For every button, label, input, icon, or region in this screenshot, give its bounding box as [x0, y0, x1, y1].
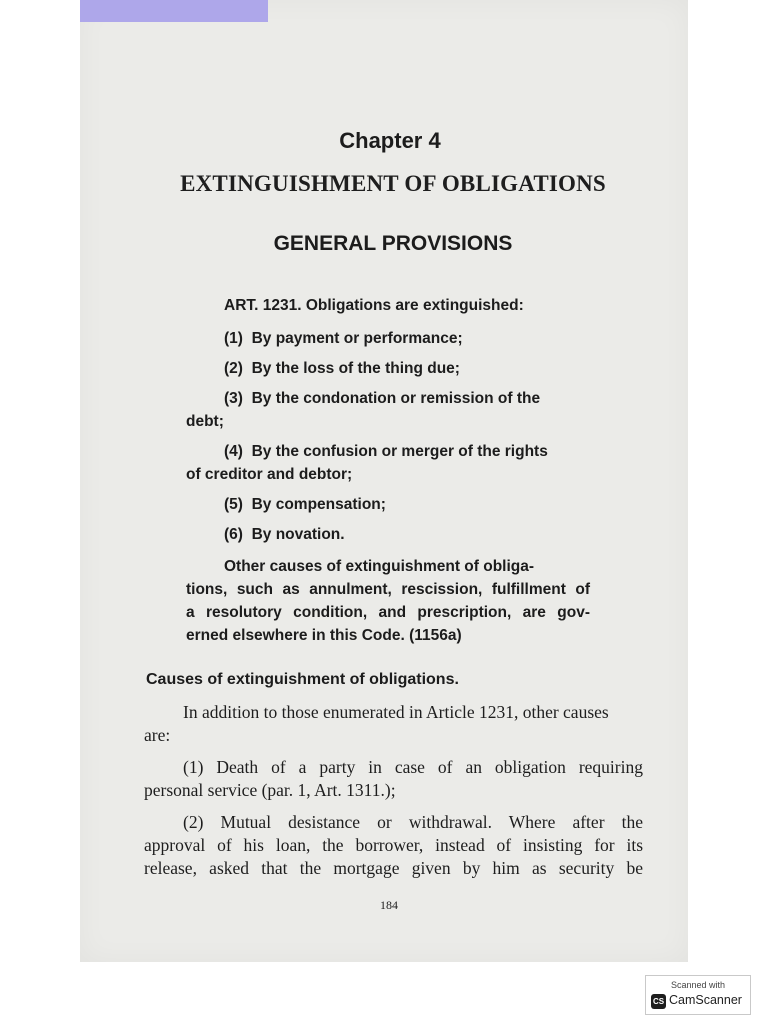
highlight-tab	[80, 0, 268, 22]
item-number: (6)	[224, 526, 243, 543]
camscanner-watermark	[645, 975, 751, 1015]
body-line: (2) Mutual desistance or withdrawal. Where after the	[183, 812, 643, 832]
body-line: approval of his loan, the borrower, instead of insisting for its	[144, 835, 643, 855]
list-item	[224, 390, 540, 408]
paragraph-line: a resolutory condition, and prescription, are gov-	[186, 604, 590, 621]
item-text: By the loss of the thing due;	[251, 360, 460, 377]
camscanner-logo-icon: CS	[651, 994, 666, 1009]
item-continuation: debt;	[186, 413, 224, 430]
body-line: personal service (par. 1, Art. 1311.);	[144, 780, 396, 800]
item-text: By the confusion or merger of the rights	[251, 443, 548, 460]
list-item	[224, 496, 386, 514]
item-number: (4)	[224, 443, 243, 460]
list-item	[224, 360, 460, 378]
watermark-caption: Scanned with	[670, 980, 726, 990]
commentary-heading: Causes of extinguishment of obligations.	[146, 671, 459, 688]
page-number: 184	[380, 898, 398, 912]
list-item	[224, 526, 345, 544]
item-text: By novation.	[251, 526, 345, 543]
item-number: (1)	[224, 330, 243, 347]
item-text: By payment or performance;	[251, 330, 463, 347]
body-line: are:	[144, 725, 171, 745]
section-title: GENERAL PROVISIONS	[273, 232, 513, 255]
article-heading: ART. 1231. Obligations are extinguished:	[224, 297, 524, 314]
chapter-heading: Chapter 4	[339, 128, 441, 153]
paragraph-line: Other causes of extinguishment of obliga-	[224, 558, 535, 575]
item-text: By the condonation or remission of the	[251, 390, 541, 407]
item-number: (5)	[224, 496, 243, 513]
paragraph-line: erned elsewhere in this Code. (1156a)	[186, 627, 462, 644]
item-number: (3)	[224, 390, 243, 407]
paragraph-line: tions, such as annulment, rescission, fulfillment of	[186, 581, 590, 598]
list-item	[224, 330, 463, 348]
item-number: (2)	[224, 360, 243, 377]
watermark-brand: CamScanner	[669, 993, 742, 1007]
chapter-title: EXTINGUISHMENT OF OBLIGATIONS	[180, 171, 606, 196]
item-text: By compensation;	[251, 496, 386, 513]
list-item	[224, 443, 548, 461]
body-line: In addition to those enumerated in Article 1231, other causes	[183, 702, 609, 722]
body-line: release, asked that the mortgage given by him as security be	[144, 858, 643, 878]
item-continuation: of creditor and debtor;	[186, 466, 353, 483]
body-line: (1) Death of a party in case of an obligation requiring	[183, 757, 643, 777]
